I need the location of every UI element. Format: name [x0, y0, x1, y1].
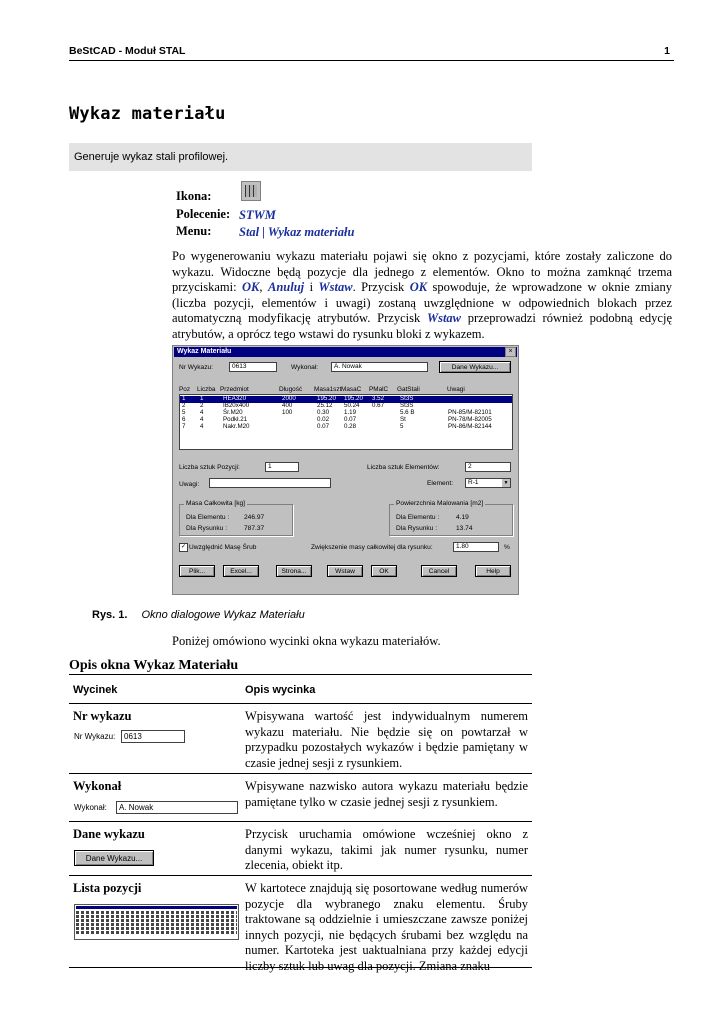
liczba-elementow-label: Liczba sztuk Elementów:	[367, 464, 440, 471]
cancel-button[interactable]: Cancel	[421, 565, 457, 577]
position-list[interactable]	[179, 394, 513, 450]
table-row: Lista pozycji W kartotece znajdują się posortowane według numerów pozycje dla wybranego znaku elementu. Śruby traktowane są oddzielnie i umieszczane zawsze poniżej innych pozycji, nie będących śrubami bez względu na numer. Kartoteka jest uaktualniana przy każdej edycji liczby sztuk lub uwag dla pozycji. Zmiana znaku	[69, 876, 532, 968]
list-row[interactable]: 5 4 Śr.M20 100 0.30 1.19 5.6 B PN-85/M-82101	[182, 409, 492, 416]
wykonal-label: Wykonał:	[291, 364, 319, 371]
header-title: BeStCAD - Moduł STAL	[69, 45, 186, 57]
masa-rysunek-value: 787.37	[244, 525, 265, 532]
list-column-headers: Poz Liczba Przedmiot Długość Masa1szt MasaC PMalC GatStali Uwagi	[179, 386, 465, 393]
close-icon[interactable]: ×	[505, 347, 516, 357]
table-row: Dane wykazu Przycisk uruchamia omówione wcześniej okno z danymi wykazu, takimi jak numer rysunku, numer zlecenia, obiekt itp. Dane Wykazu...	[69, 822, 532, 876]
wykonal-input[interactable]: A. Nowak	[331, 362, 428, 372]
section-title: Opis okna Wykaz Materiału	[69, 658, 239, 673]
after-caption-text: Poniżej omówiono wycinki okna wykazu materiałów.	[172, 634, 441, 648]
header-divider	[69, 60, 674, 61]
percent-unit: %	[504, 544, 510, 551]
ok-button[interactable]: OK	[371, 565, 397, 577]
masa-element-value: 246.97	[244, 514, 265, 521]
dane-wykazu-button[interactable]: Dane Wykazu...	[439, 361, 511, 373]
table-grid-icon	[241, 181, 261, 201]
intro-paragraph: Po wygenerowaniu wykazu materiału pojawi się okno z pozycjami, które zostały zaliczone do wykazu. Widoczne będą pozycje dla jednego z elementów. Okno to można zamknąć trzema przyciskami: OK, Anuluj i Wstaw. Przycisk OK spowoduje, że wprowadzone w oknie zmiany (liczba pozycji, elementów i uwagi) zostaną uwzględnione w odpowiednich blokach przez automatyczną modyfikację atrybutów. Przycisk Wstaw przeprowadzi również podobną edycję atrybutów, a oprócz tego wstawi do rysunku bloki z wykazem.	[172, 249, 672, 341]
wykaz-materialu-dialog	[172, 345, 519, 595]
excel-button[interactable]: Excel...	[223, 565, 259, 577]
zwiekszenie-input[interactable]: 1.80	[453, 542, 499, 552]
list-row[interactable]: 1 1 HEA320 2000 195.20 195.20 3.52 St3S	[180, 396, 512, 403]
table-header: Wycinek Opis wycinka	[69, 674, 532, 704]
page-number: 1	[664, 45, 670, 57]
figure-caption: Rys. 1. Okno dialogowe Wykaz Materiału	[92, 609, 305, 621]
powierzchnia-group: Powierzchnia Malowania [m2] Dla Elementu : 4.19 Dla Rysunku : 13.74	[389, 504, 513, 536]
nr-wykazu-input[interactable]: 0613	[229, 362, 277, 372]
pow-element-value: 4.19	[456, 514, 469, 521]
menu-label: Menu:	[176, 224, 212, 238]
pow-rysunek-value: 13.74	[456, 525, 473, 532]
uwagi-input[interactable]	[209, 478, 331, 488]
uwagi-label: Uwagi:	[179, 481, 200, 488]
mini-position-list	[74, 904, 239, 940]
zwiekszenie-label: Zwiększenie masy całkowitej dla rysunku:	[311, 544, 433, 551]
liczba-pozycji-input[interactable]: 1	[265, 462, 299, 472]
command-value: STWM	[239, 208, 276, 222]
dialog-titlebar: Wykaz Materiału	[174, 347, 517, 357]
masa-group: Masa Całkowita [kg] Dla Elementu : 246.97 Dla Rysunku : 787.37	[179, 504, 293, 536]
sruby-checkbox[interactable]: ✓	[180, 544, 187, 550]
list-row[interactable]: 2 2 IB20x400 400 25.12 50.24 0.67 St3S	[182, 402, 414, 409]
sruby-label: Uwzględnić Masę Śrub	[189, 544, 257, 551]
command-label: Polecenie:	[176, 207, 231, 221]
page-header	[69, 45, 674, 60]
table-row: Wykonał Wpisywane nazwisko autora wykazu materiału będzie pamiętane tylko w czasie jednej sesji z rysunkiem. Wykonał: A. Nowak	[69, 774, 532, 822]
menu-value: Stal | Wykaz materiału	[239, 225, 355, 239]
liczba-pozycji-label: Liczba sztuk Pozycji:	[179, 464, 240, 471]
icon-label: Ikona:	[176, 189, 212, 203]
table-row: Nr wykazu Wpisywana wartość jest indywidualnym numerem wykazu materiału. Nie będzie się on powtarzał w przypadku pozostałych wykazów i będzie pamiętany w czasie jednej sesji z rysunkiem. Nr Wykazu: 0613	[69, 704, 532, 774]
element-label: Element:	[427, 480, 454, 487]
strona-button[interactable]: Strona...	[276, 565, 312, 577]
page-title: Wykaz materiału	[69, 104, 226, 124]
list-row[interactable]: 6 4 Podkł.21 0.02 0.07 St PN-78/M-82005	[182, 416, 492, 423]
wstaw-button[interactable]: Wstaw	[327, 565, 363, 577]
summary-box: Generuje wykaz stali profilowej.	[69, 143, 532, 171]
nr-wykazu-label: Nr Wykazu:	[179, 364, 214, 371]
chevron-down-icon[interactable]: ▼	[503, 480, 509, 486]
help-button[interactable]: Help	[475, 565, 511, 577]
list-row[interactable]: 7 4 Nakr.M20 0.07 0.28 5 PN-86/M-82144	[182, 423, 492, 430]
plik-button[interactable]: Plik...	[179, 565, 215, 577]
mini-dane-wykazu-button: Dane Wykazu...	[74, 850, 154, 866]
element-select[interactable]: R-1 ▼	[465, 478, 511, 488]
liczba-elementow-input[interactable]: 2	[465, 462, 511, 472]
